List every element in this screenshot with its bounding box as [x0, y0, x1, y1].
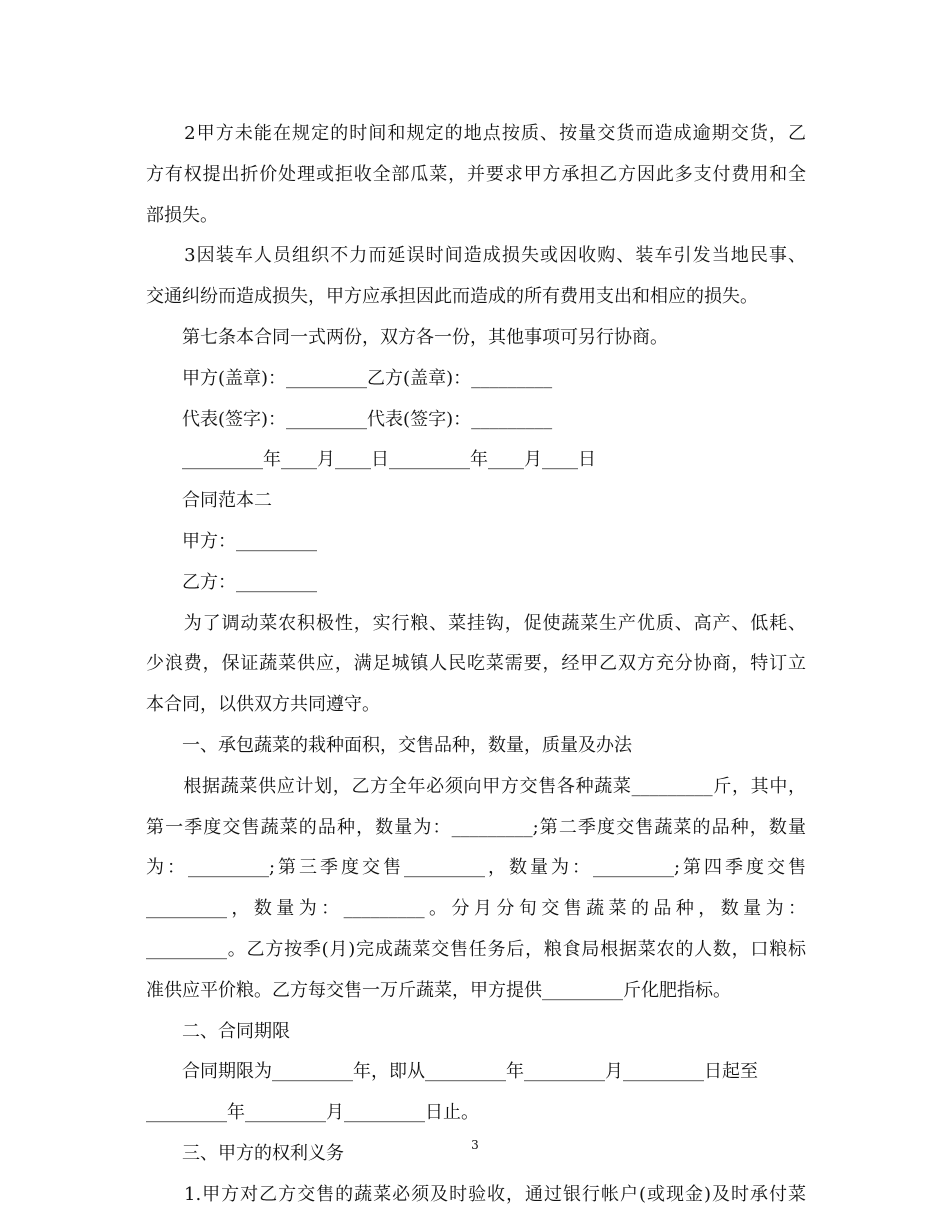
text-line: 合同期限为_________年，即从_________年_________月_________日起至: [146, 1061, 758, 1083]
text-line: 根据蔬菜供应计划，乙方全年必须向甲方交售各种蔬菜_________斤，其中，: [146, 775, 806, 797]
text-line: 第七条本合同一式两份，双方各一份，其他事项可另行协商。: [146, 326, 668, 348]
page-number: 3: [471, 1138, 479, 1152]
text-line: _________年____月____日_________年____月____日: [146, 449, 596, 471]
document-body: [146, 114, 806, 1216]
text-line: 1.甲方对乙方交售的蔬菜必须及时验收，通过银行帐户(或现金)及时承付菜: [146, 1183, 806, 1205]
text-line: 合同范本二: [146, 490, 272, 512]
text-line: _________，数量为：_________。分月分旬交售蔬菜的品种，数量为：: [146, 898, 806, 920]
text-line: 甲方：_________: [146, 530, 317, 552]
text-line: 甲方(盖章)：_________乙方(盖章)：_________: [146, 367, 553, 389]
text-line: 二、合同期限: [146, 1020, 290, 1042]
text-line: 乙方：_________: [146, 571, 317, 593]
text-line: 三、甲方的权利义务: [146, 1142, 344, 1164]
text-line: 2甲方未能在规定的时间和规定的地点按质、按量交货而造成逾期交货，乙: [146, 123, 806, 144]
text-line: 第一季度交售蔬菜的品种，数量为：_________;第二季度交售蔬菜的品种，数量: [146, 816, 806, 838]
text-line: 少浪费，保证蔬菜供应，满足城镇人民吃菜需要，经甲乙双方充分协商，特订立: [146, 653, 806, 675]
text-line: 一、承包蔬菜的栽种面积，交售品种，数量，质量及办法: [146, 734, 632, 756]
text-line: _________。乙方按季(月)完成蔬菜交售任务后，粮食局根据菜农的人数，口粮标: [146, 938, 806, 960]
text-line: _________年_________月_________日止。: [146, 1102, 479, 1124]
text-line: 为了调动菜农积极性，实行粮、菜挂钩，促使蔬菜生产优质、高产、低耗、: [146, 612, 806, 634]
text-line: 方有权提出折价处理或拒收全部瓜菜，并要求甲方承担乙方因此多支付费用和全: [146, 163, 806, 185]
text-line: 为：_________;第三季度交售_________，数量为：_________;第四季度交售: [146, 857, 806, 879]
text-line: 本合同，以供双方共同遵守。: [146, 694, 380, 716]
text-line: 交通纠纷而造成损失，甲方应承担因此而造成的所有费用支出和相应的损失。: [146, 286, 758, 308]
text-line: 准供应平价粮。乙方每交售一万斤蔬菜，甲方提供_________斤化肥指标。: [146, 979, 731, 1001]
text-line: 代表(签字)：_________代表(签字)：_________: [146, 408, 553, 430]
text-line: 3因装车人员组织不力而延误时间造成损失或因收购、装车引发当地民事、: [146, 245, 806, 267]
text-line: 部损失。: [146, 204, 218, 226]
